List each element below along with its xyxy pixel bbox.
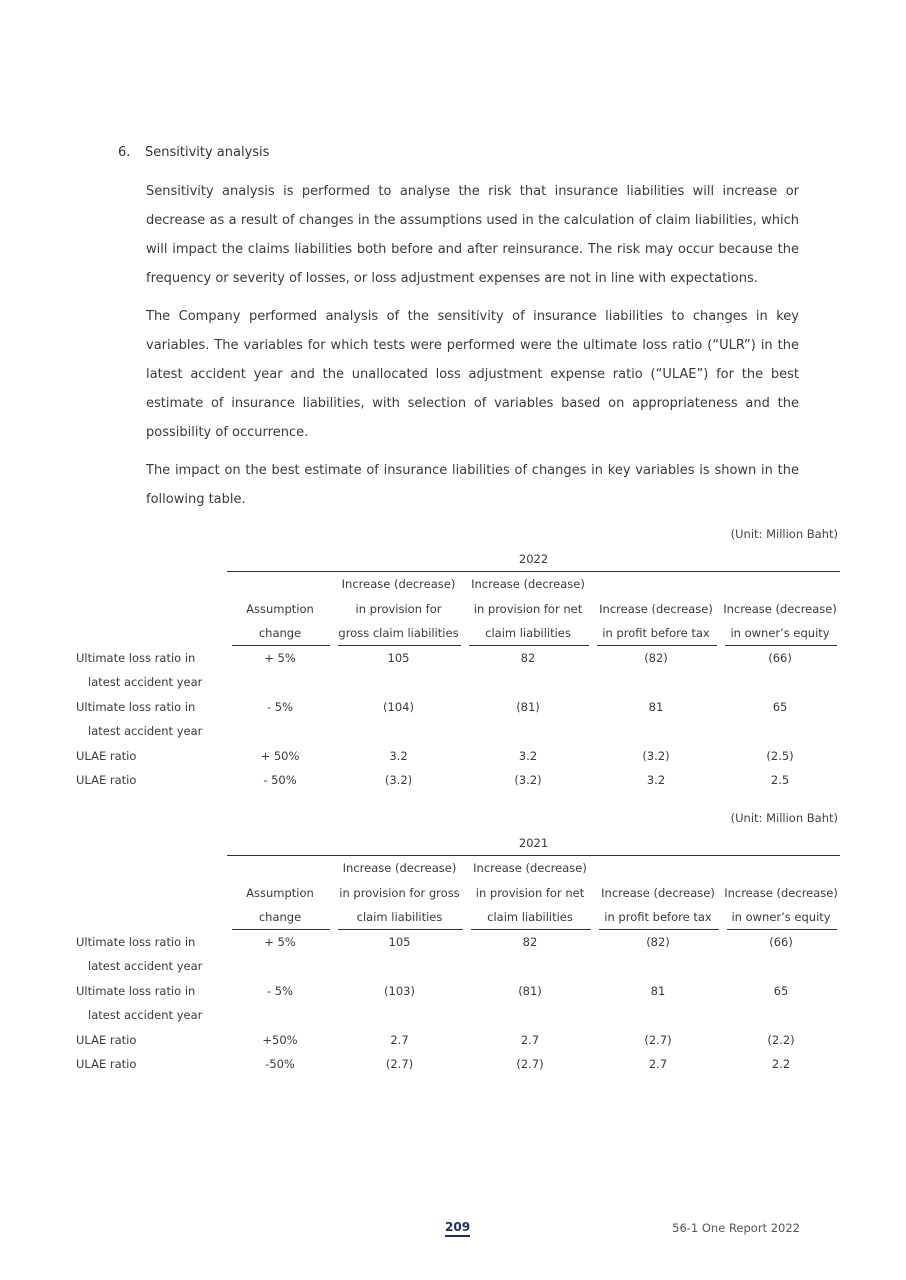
row-label: Ultimate loss ratio in	[76, 699, 196, 714]
paragraph-3: The impact on the best estimate of insurance liabilities of changes in key variables is shown in the following table.	[146, 463, 799, 507]
gross-value: (104)	[383, 699, 414, 714]
gross-value: (3.2)	[384, 773, 413, 788]
net-value: 3.2	[518, 748, 538, 763]
net-value: (81)	[516, 699, 540, 714]
row-label: Ultimate loss ratio in	[76, 650, 196, 665]
header-equity-line1: Increase (decrease)	[724, 885, 838, 900]
header-profit-line2: in profit before tax	[592, 621, 720, 646]
row-label-line2: latest accident year	[88, 1008, 203, 1023]
gross-value: (2.7)	[385, 1057, 414, 1072]
unit-label-2021: (Unit: Million Baht)	[730, 811, 838, 825]
header-assumption-line2: change	[227, 621, 333, 646]
row-label-line2: latest accident year	[88, 959, 203, 974]
section-heading	[118, 145, 269, 160]
assumption-change: - 5%	[266, 699, 294, 714]
header-profit-line1: Increase (decrease)	[601, 885, 715, 900]
paragraph-1: Sensitivity analysis is performed to analyse the risk that insurance liabilities will increase or decrease as a result of changes in the assumptions used in the calculation of claim liabilities, which will impact the claims liabilities both before and after reinsurance. The risk may occur because the frequency or severity of losses, or loss adjustment expenses are not in line with expectations.	[146, 184, 799, 286]
table-row	[76, 979, 840, 1004]
year-header: 2021	[227, 831, 840, 856]
table-row-continuation	[76, 670, 840, 695]
table-row	[76, 1028, 840, 1053]
header-net-line3: claim liabilities	[464, 621, 592, 646]
table-row	[76, 768, 840, 793]
section-title: Sensitivity analysis	[145, 145, 270, 160]
equity-value: (2.5)	[766, 748, 794, 763]
net-value: 82	[520, 650, 536, 665]
equity-value: (66)	[768, 650, 792, 665]
row-label: ULAE ratio	[76, 1057, 137, 1072]
year-header: 2022	[227, 547, 840, 572]
header-assumption-line1: Assumption	[246, 885, 314, 900]
net-value: (3.2)	[514, 773, 542, 788]
header-assumption-line1: Assumption	[246, 601, 314, 616]
table-row	[76, 646, 840, 671]
table-row-continuation	[76, 1003, 840, 1028]
header-equity-line1: Increase (decrease)	[723, 601, 837, 616]
profit-value: 3.2	[646, 773, 666, 788]
assumption-change: - 5%	[266, 983, 294, 998]
equity-value: 65	[773, 983, 789, 998]
profit-value: 2.7	[648, 1057, 668, 1072]
profit-value: (3.2)	[642, 748, 670, 763]
header-equity-line2: in owner’s equity	[720, 621, 840, 646]
gross-value: (103)	[384, 983, 415, 998]
equity-value: 65	[772, 699, 788, 714]
header-gross-line1: Increase (decrease)	[341, 577, 456, 592]
row-label: Ultimate loss ratio in	[76, 983, 196, 998]
equity-value: (66)	[769, 934, 793, 949]
assumption-change: -50%	[265, 1057, 295, 1072]
table-row-continuation	[76, 954, 840, 979]
header-gross-line2: in provision for	[355, 601, 442, 616]
profit-value: (82)	[644, 650, 668, 665]
header-net-line2: in provision for net	[475, 885, 585, 900]
profit-value: 81	[648, 699, 664, 714]
page-number: 209	[445, 1220, 470, 1237]
header-gross-line2: in provision for gross	[339, 885, 460, 900]
header-profit-line2: in profit before tax	[594, 905, 722, 930]
assumption-change: - 50%	[263, 773, 297, 788]
header-equity-line2: in owner’s equity	[722, 905, 840, 930]
report-name: 56-1 One Report 2022	[672, 1221, 800, 1235]
table-row	[76, 695, 840, 720]
net-value: (2.7)	[516, 1057, 544, 1072]
assumption-change: + 5%	[264, 650, 296, 665]
assumption-change: +50%	[262, 1032, 298, 1047]
table-row-continuation	[76, 719, 840, 744]
table-row	[76, 1052, 840, 1077]
net-value: (81)	[518, 983, 542, 998]
gross-value: 3.2	[389, 748, 408, 763]
row-label: ULAE ratio	[76, 1032, 137, 1047]
gross-value: 2.7	[390, 1032, 409, 1047]
header-gross-line3: claim liabilities	[333, 905, 466, 930]
header-net-line2: in provision for net	[473, 601, 583, 616]
profit-value: 81	[650, 983, 666, 998]
header-gross-line1: Increase (decrease)	[342, 861, 457, 876]
equity-value: 2.2	[771, 1057, 791, 1072]
net-value: 2.7	[520, 1032, 540, 1047]
header-assumption-line2: change	[227, 905, 333, 930]
header-net-line1: Increase (decrease)	[471, 577, 585, 592]
gross-value: 105	[387, 650, 410, 665]
profit-value: (2.7)	[644, 1032, 672, 1047]
assumption-change: + 5%	[264, 934, 296, 949]
table-row	[76, 930, 840, 955]
row-label-line2: latest accident year	[88, 724, 203, 739]
equity-value: 2.5	[770, 773, 790, 788]
row-label-line2: latest accident year	[88, 675, 203, 690]
header-net-line3: claim liabilities	[466, 905, 594, 930]
sensitivity-table-2022	[76, 547, 840, 793]
row-label: ULAE ratio	[76, 773, 137, 788]
equity-value: (2.2)	[767, 1032, 795, 1047]
section-number: 6.	[118, 145, 131, 160]
header-gross-line3: gross claim liabilities	[333, 621, 464, 646]
row-label: ULAE ratio	[76, 748, 137, 763]
gross-value: 105	[388, 934, 411, 949]
sensitivity-table-2021	[76, 831, 840, 1077]
assumption-change: + 50%	[260, 748, 300, 763]
paragraph-2: The Company performed analysis of the sensitivity of insurance liabilities to changes in key variables. The variables for which tests were performed were the ultimate loss ratio (“ULR”) in the latest accident year and the unallocated loss adjustment expense ratio (“ULAE”) for the best estimate of insurance liabilities, with selection of variables based on appropriateness and the possibility of occurrence.	[146, 309, 799, 440]
row-label: Ultimate loss ratio in	[76, 934, 196, 949]
table-row	[76, 744, 840, 769]
header-net-line1: Increase (decrease)	[473, 861, 587, 876]
profit-value: (82)	[646, 934, 670, 949]
unit-label-2022: (Unit: Million Baht)	[730, 527, 838, 541]
net-value: 82	[522, 934, 538, 949]
header-profit-line1: Increase (decrease)	[599, 601, 713, 616]
